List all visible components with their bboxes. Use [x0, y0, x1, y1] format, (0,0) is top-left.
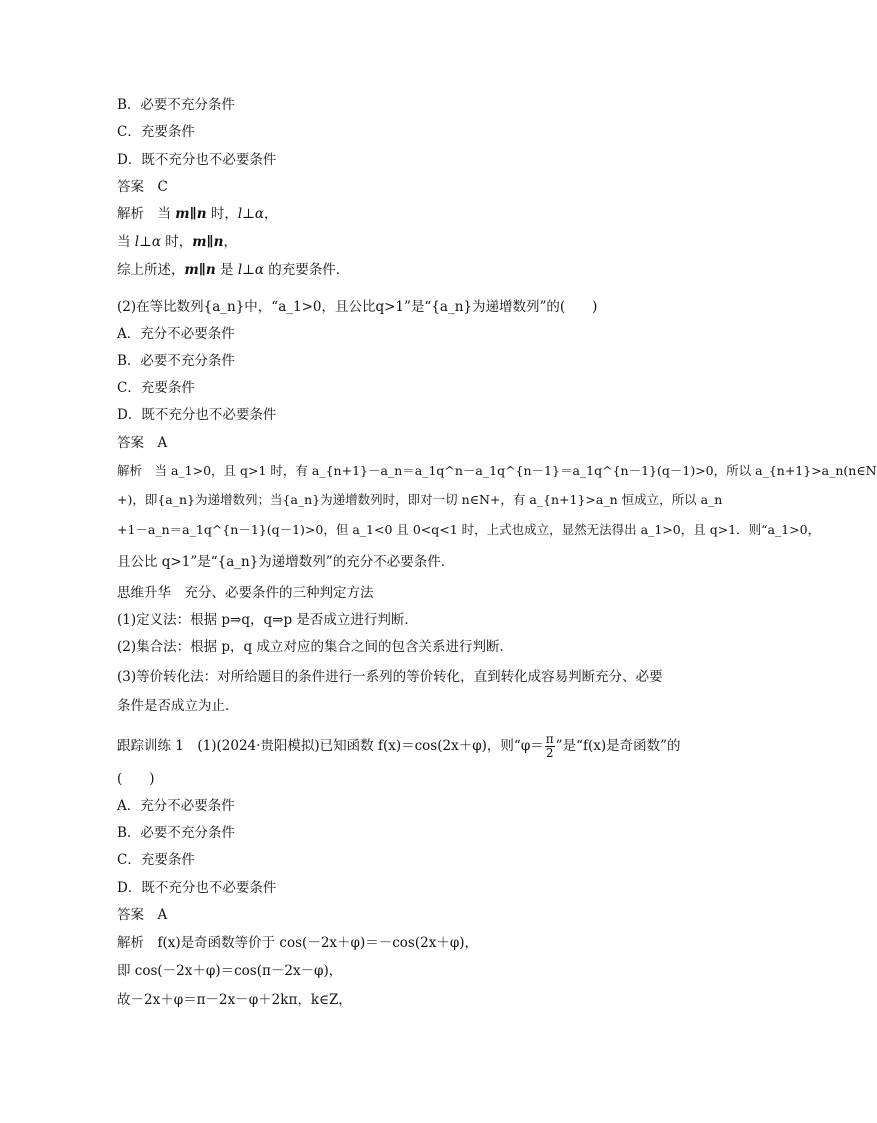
option-d: D．既不充分也不必要条件	[117, 880, 277, 896]
summary-line: (1)定义法：根据 p⇒q，q⇒p 是否成立进行判断．	[117, 612, 418, 628]
exercise-line: 跟踪训练 1 (1)(2024·贵阳模拟)已知函数 f(x)＝cos(2x＋φ)，则“φ＝ $\frac{\pi}{2}$ ”是“f(x)是奇函数”的	[117, 732, 681, 760]
option-a: A．充分不必要条件	[117, 798, 235, 814]
option-d: D．既不充分也不必要条件	[117, 152, 277, 168]
question-line: (2)在等比数列{a_n}中，“a_1>0，且公比q>1”是“{a_n}为递增数列”的( )	[117, 299, 598, 315]
option-c: C．充要条件	[117, 852, 195, 868]
analysis-line: +1－a_n＝a_1q^{n－1}(q－1)>0，但 a_1<0 且 0<q<1 时，上式也成立，显然无法得出 a_1>0，且 q>1．则“a_1>0，	[117, 522, 821, 537]
exercise-paren: ( )	[117, 771, 155, 787]
summary-line: (3)等价转化法：对所给题目的条件进行一系列的等价转化，直到转化成容易判断充分、必要	[117, 669, 663, 685]
answer-line: 答案 C	[117, 179, 168, 195]
option-c: C．充要条件	[117, 380, 195, 396]
analysis-line: 且公比 q>1”是“{a_n}为递增数列”的充分不必要条件．	[117, 554, 455, 570]
analysis-line: 解析 当 m∥n 时，l⊥α，	[117, 206, 278, 222]
option-d: D．既不充分也不必要条件	[117, 407, 277, 423]
option-a: A．充分不必要条件	[117, 326, 235, 342]
analysis-line: 解析 f(x)是奇函数等价于 cos(－2x＋φ)＝－cos(2x＋φ)，	[117, 935, 479, 951]
option-c: C．充要条件	[117, 124, 195, 140]
summary-line: 条件是否成立为止．	[117, 698, 239, 714]
summary-line: (2)集合法：根据 p，q 成立对应的集合之间的包含关系进行判断．	[117, 639, 513, 655]
analysis-line: 综上所述，m∥n 是 l⊥α 的充要条件．	[117, 262, 350, 278]
answer-line: 答案 A	[117, 907, 168, 923]
answer-line: 答案 A	[117, 435, 168, 451]
analysis-line: 解析 当 a_1>0，且 q>1 时，有 a_{n+1}－a_n＝a_1q^n－a_1q^{n－1}＝a_1q^{n－1}(q－1)>0，所以 a_{n+1}>a_n(n∈N	[117, 463, 877, 478]
analysis-line: 当 l⊥α 时，m∥n，	[117, 234, 237, 250]
pi-over-2-fraction: $\frac{\pi}{2}$	[545, 732, 554, 760]
analysis-line: 即 cos(－2x＋φ)＝cos(π－2x－φ)，	[117, 963, 343, 979]
analysis-line: 故－2x＋φ＝π－2x－φ＋2kπ，k∈Z，	[117, 992, 352, 1008]
option-b: B．必要不充分条件	[117, 353, 235, 369]
option-b: B．必要不充分条件	[117, 825, 235, 841]
analysis-line: +)，即{a_n}为递增数列；当{a_n}为递增数列时，即对一切 n∈N+，有 a_{n+1}>a_n 恒成立，所以 a_n	[117, 492, 723, 507]
summary-heading: 思维升华 充分、必要条件的三种判定方法	[117, 585, 374, 601]
option-b: B．必要不充分条件	[117, 97, 235, 113]
